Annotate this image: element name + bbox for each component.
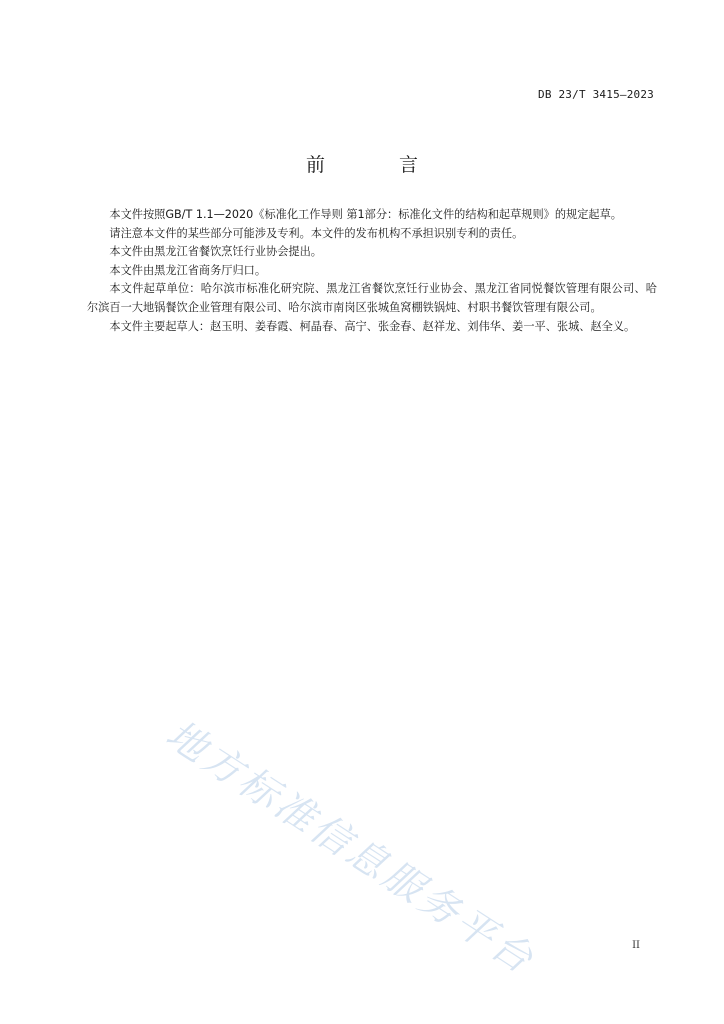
paragraph-patent-notice: 请注意本文件的某些部分可能涉及专利。本文件的发布机构不承担识别专利的责任。 (109, 226, 524, 240)
paragraph-drafting-rules: 本文件按照GB/T 1.1—2020《标准化工作导则 第1部分：标准化文件的结构和起草规则》的规定起草。 (109, 208, 622, 221)
paragraph-centralized-by: 本文件由黑龙江省商务厅归口。 (109, 263, 267, 277)
foreword-body (87, 206, 657, 336)
section-title: 前 言 (305, 154, 453, 176)
document-code: DB 23/T 3415—2023 (538, 88, 654, 101)
paragraph-drafting-units: 本文件起草单位：哈尔滨市标准化研究院、黑龙江省餐饮烹饪行业协会、黑龙江省同悦餐饮管理有限公司、哈尔滨百一大地锅餐饮企业管理有限公司、哈尔滨市南岗区张城鱼窝棚铁锅炖、村职书餐饮管理有限公司。 (87, 282, 657, 314)
watermark-text: 地方标准信息服务平台 (157, 712, 543, 985)
page-number: II (632, 940, 640, 951)
paragraph-drafters: 本文件主要起草人：赵玉明、姜春霞、柯晶春、高宁、张金春、赵祥龙、刘伟华、姜一平、张城、赵全义。 (109, 319, 636, 333)
paragraph-proposed-by: 本文件由黑龙江省餐饮烹饪行业协会提出。 (109, 245, 322, 259)
